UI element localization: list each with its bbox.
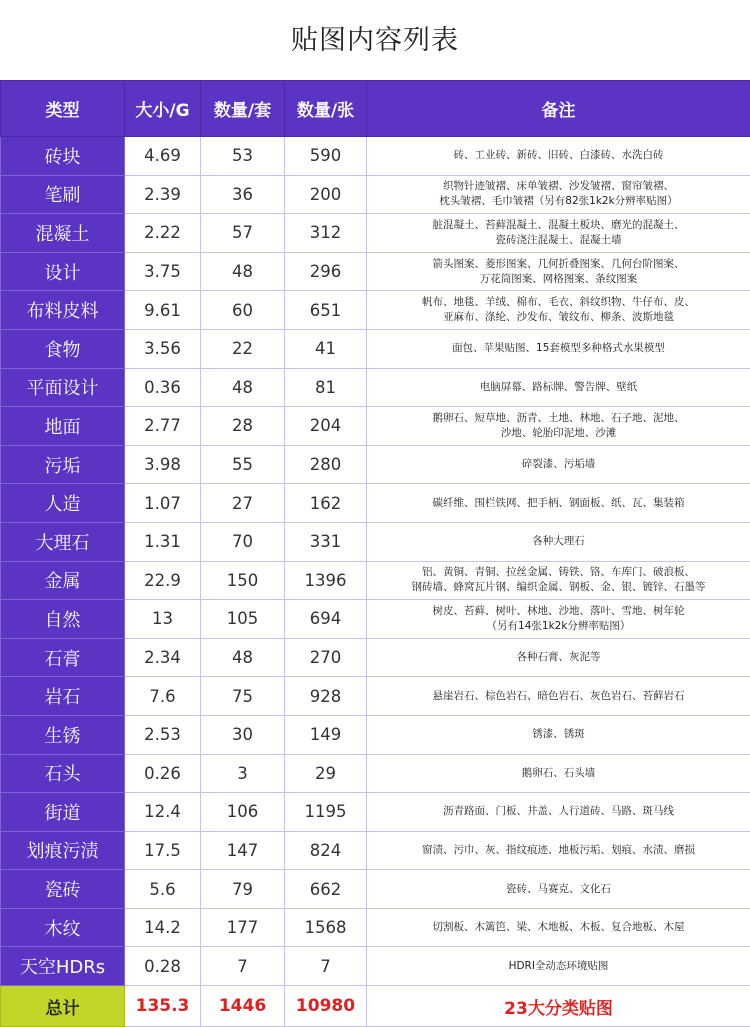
table-row xyxy=(1,600,750,639)
row-size: 13 xyxy=(125,600,201,639)
row-size: 1.31 xyxy=(125,522,201,561)
row-note-line: 脏混凝土、苔藓混凝土、混凝土板块、磨光的混凝土、 xyxy=(432,218,685,231)
row-size: 9.61 xyxy=(125,291,201,330)
row-sets: 27 xyxy=(201,484,285,523)
table-row xyxy=(1,329,750,368)
row-sets: 70 xyxy=(201,522,285,561)
page-title: 贴图内容列表 xyxy=(291,25,459,56)
row-note-line: 悬崖岩石、棕色岩石、暗色岩石、灰色岩石、苔藓岩石 xyxy=(432,689,685,702)
row-size: 2.22 xyxy=(125,214,201,253)
header-size: 大小/G xyxy=(125,81,201,137)
row-count: 590 xyxy=(285,137,367,176)
row-count: 312 xyxy=(285,214,367,253)
row-note xyxy=(367,754,750,793)
row-count: 29 xyxy=(285,754,367,793)
row-count: 149 xyxy=(285,715,367,754)
table-row xyxy=(1,522,750,561)
table-row xyxy=(1,252,750,291)
row-note xyxy=(367,793,750,832)
row-note-line: 瓷砖浇注混凝土、混凝土墙 xyxy=(495,233,622,246)
row-type: 街道 xyxy=(1,793,125,832)
table-body xyxy=(1,137,750,1027)
row-note xyxy=(367,561,750,600)
row-sets: 22 xyxy=(201,329,285,368)
row-count: 270 xyxy=(285,638,367,677)
header-sets: 数量/套 xyxy=(201,81,285,137)
row-sets: 147 xyxy=(201,831,285,870)
row-note-line: HDRI全动态环境贴图 xyxy=(508,959,609,972)
table-row xyxy=(1,947,750,986)
header-type: 类型 xyxy=(1,81,125,137)
row-count: 296 xyxy=(285,252,367,291)
table-row xyxy=(1,137,750,176)
row-note xyxy=(367,329,750,368)
row-size: 3.56 xyxy=(125,329,201,368)
row-count: 662 xyxy=(285,870,367,909)
row-note xyxy=(367,252,750,291)
row-note xyxy=(367,445,750,484)
row-count: 204 xyxy=(285,407,367,446)
row-type: 自然 xyxy=(1,600,125,639)
row-size: 3.75 xyxy=(125,252,201,291)
row-sets: 48 xyxy=(201,638,285,677)
row-type: 污垢 xyxy=(1,445,125,484)
row-note-line: 鹅卵石、短草地、沥青、土地、林地、石子地、泥地、 xyxy=(432,411,685,424)
row-sets: 106 xyxy=(201,793,285,832)
row-sets: 57 xyxy=(201,214,285,253)
row-note-line: 瓷砖、马赛克、文化石 xyxy=(506,882,611,895)
row-count: 824 xyxy=(285,831,367,870)
row-note-line: 帆布、地毯、羊绒、棉布、毛衣、斜纹织物、牛仔布、皮、 xyxy=(422,296,695,309)
row-count: 331 xyxy=(285,522,367,561)
row-size: 4.69 xyxy=(125,137,201,176)
row-note-line: 箭头图案、菱形图案、几何折叠图案、几何台阶图案、 xyxy=(432,257,685,270)
row-type: 人造 xyxy=(1,484,125,523)
row-note xyxy=(367,484,750,523)
row-note-line: 各种石膏、灰泥等 xyxy=(516,651,601,664)
row-note-line: 亚麻布、涤纶、沙发布、皱纹布、柳条、波斯地毯 xyxy=(443,311,674,324)
row-size: 0.28 xyxy=(125,947,201,986)
row-count: 694 xyxy=(285,600,367,639)
row-note-line: 万花筒图案、网格图案、条纹图案 xyxy=(479,272,638,285)
table-header-row xyxy=(1,81,750,137)
table-row xyxy=(1,870,750,909)
row-type: 瓷砖 xyxy=(1,870,125,909)
row-sets: 60 xyxy=(201,291,285,330)
row-sets: 79 xyxy=(201,870,285,909)
table-row xyxy=(1,175,750,214)
total-label: 总计 xyxy=(1,986,125,1027)
row-size: 3.98 xyxy=(125,445,201,484)
row-size: 22.9 xyxy=(125,561,201,600)
row-size: 2.34 xyxy=(125,638,201,677)
row-note-line: 铝、黄铜、青铜、拉丝金属、铸铁、铬、车库门、破浪板、 xyxy=(422,566,695,579)
row-note xyxy=(367,600,750,639)
table-row xyxy=(1,638,750,677)
row-type: 砖块 xyxy=(1,137,125,176)
row-type: 岩石 xyxy=(1,677,125,716)
row-sets: 75 xyxy=(201,677,285,716)
row-type: 金属 xyxy=(1,561,125,600)
row-type: 天空HDRs xyxy=(1,947,125,986)
row-count: 651 xyxy=(285,291,367,330)
row-note-line: 枕头皱褶、毛巾皱褶（另有82张1k2k分辨率贴图） xyxy=(439,195,678,208)
row-count: 162 xyxy=(285,484,367,523)
row-count: 200 xyxy=(285,175,367,214)
row-count: 928 xyxy=(285,677,367,716)
total-sets: 1446 xyxy=(201,986,285,1027)
table-row xyxy=(1,407,750,446)
row-note-line: 各种大理石 xyxy=(532,535,585,548)
row-sets: 150 xyxy=(201,561,285,600)
row-count: 1396 xyxy=(285,561,367,600)
row-type: 划痕污渍 xyxy=(1,831,125,870)
total-size: 135.3 xyxy=(125,986,201,1027)
table-row xyxy=(1,908,750,947)
row-type: 食物 xyxy=(1,329,125,368)
table-row xyxy=(1,214,750,253)
row-type: 大理石 xyxy=(1,522,125,561)
row-note xyxy=(367,677,750,716)
row-note xyxy=(367,522,750,561)
row-sets: 105 xyxy=(201,600,285,639)
row-type: 石膏 xyxy=(1,638,125,677)
row-sets: 53 xyxy=(201,137,285,176)
row-size: 2.53 xyxy=(125,715,201,754)
total-row xyxy=(1,986,750,1027)
row-sets: 36 xyxy=(201,175,285,214)
row-note xyxy=(367,407,750,446)
table-row xyxy=(1,484,750,523)
row-note xyxy=(367,715,750,754)
row-note-line: 砖、工业砖、新砖、旧砖、白漆砖、水洗白砖 xyxy=(453,149,664,162)
table-row xyxy=(1,677,750,716)
row-sets: 7 xyxy=(201,947,285,986)
row-type: 笔刷 xyxy=(1,175,125,214)
row-note-line: 切割板、木篱笆、梁、木地板、木板、复合地板、木屋 xyxy=(432,921,685,934)
row-note-line: 碳纤维、围栏铁网、把手柄、钢面板、纸、瓦、集装箱 xyxy=(432,496,685,509)
header-count: 数量/张 xyxy=(285,81,367,137)
row-type: 木纹 xyxy=(1,908,125,947)
row-note xyxy=(367,831,750,870)
table-row xyxy=(1,445,750,484)
row-count: 41 xyxy=(285,329,367,368)
row-size: 17.5 xyxy=(125,831,201,870)
row-type: 设计 xyxy=(1,252,125,291)
row-type: 布料皮料 xyxy=(1,291,125,330)
row-count: 81 xyxy=(285,368,367,407)
total-count: 10980 xyxy=(285,986,367,1027)
row-size: 0.36 xyxy=(125,368,201,407)
row-note-line: 沙地、轮胎印泥地、沙滩 xyxy=(500,426,617,439)
row-note xyxy=(367,947,750,986)
row-size: 14.2 xyxy=(125,908,201,947)
row-sets: 28 xyxy=(201,407,285,446)
row-note-line: 电脑屏幕、路标牌、警告牌、壁纸 xyxy=(479,380,638,393)
table-row xyxy=(1,831,750,870)
row-type: 地面 xyxy=(1,407,125,446)
row-note-line: 窗渍、污巾、灰、指纹痕迹、地板污垢、划痕、水渍、磨损 xyxy=(422,843,695,856)
row-note xyxy=(367,214,750,253)
row-size: 12.4 xyxy=(125,793,201,832)
row-note-line: 钢砖墙、蜂窝瓦片钢、编织金属、钢板、金、银、镀锌、石墨等 xyxy=(411,581,706,594)
row-size: 5.6 xyxy=(125,870,201,909)
row-note-line: 鹅卵石、石头墙 xyxy=(521,766,596,779)
row-note-line: 锈漆、锈斑 xyxy=(532,728,585,741)
row-note-line: （另有14张1k2k分辨率贴图） xyxy=(486,619,631,632)
row-count: 7 xyxy=(285,947,367,986)
row-type: 平面设计 xyxy=(1,368,125,407)
row-note xyxy=(367,368,750,407)
row-size: 2.39 xyxy=(125,175,201,214)
row-note xyxy=(367,291,750,330)
row-sets: 3 xyxy=(201,754,285,793)
table-row xyxy=(1,715,750,754)
row-note xyxy=(367,638,750,677)
row-size: 1.07 xyxy=(125,484,201,523)
row-size: 2.77 xyxy=(125,407,201,446)
row-note-line: 树皮、苔藓、树叶、林地、沙地、落叶、雪地、树年轮 xyxy=(432,604,685,617)
texture-content-table xyxy=(0,80,750,1027)
row-note-line: 面包、苹果贴图、15套模型多种格式水果模型 xyxy=(452,342,665,355)
row-count: 280 xyxy=(285,445,367,484)
row-note-line: 碎裂漆、污垢墙 xyxy=(521,458,596,471)
row-note xyxy=(367,137,750,176)
header-note: 备注 xyxy=(367,81,750,137)
row-type: 混凝土 xyxy=(1,214,125,253)
row-sets: 177 xyxy=(201,908,285,947)
row-sets: 55 xyxy=(201,445,285,484)
row-note xyxy=(367,175,750,214)
row-note xyxy=(367,908,750,947)
row-count: 1568 xyxy=(285,908,367,947)
row-note-line: 织物针迹皱褶、床单皱褶、沙发皱褶、窗帘皱褶、 xyxy=(443,180,674,193)
row-sets: 30 xyxy=(201,715,285,754)
row-size: 0.26 xyxy=(125,754,201,793)
row-sets: 48 xyxy=(201,252,285,291)
row-type: 石头 xyxy=(1,754,125,793)
table-row xyxy=(1,793,750,832)
row-note-line: 沥青路面、门板、井盖、人行道砖、马路、斑马线 xyxy=(443,805,674,818)
table-row xyxy=(1,368,750,407)
table-row xyxy=(1,754,750,793)
row-note xyxy=(367,870,750,909)
row-size: 7.6 xyxy=(125,677,201,716)
row-type: 生锈 xyxy=(1,715,125,754)
table-row xyxy=(1,561,750,600)
row-sets: 48 xyxy=(201,368,285,407)
table-row xyxy=(1,291,750,330)
row-count: 1195 xyxy=(285,793,367,832)
total-note: 23大分类贴图 xyxy=(367,986,750,1027)
